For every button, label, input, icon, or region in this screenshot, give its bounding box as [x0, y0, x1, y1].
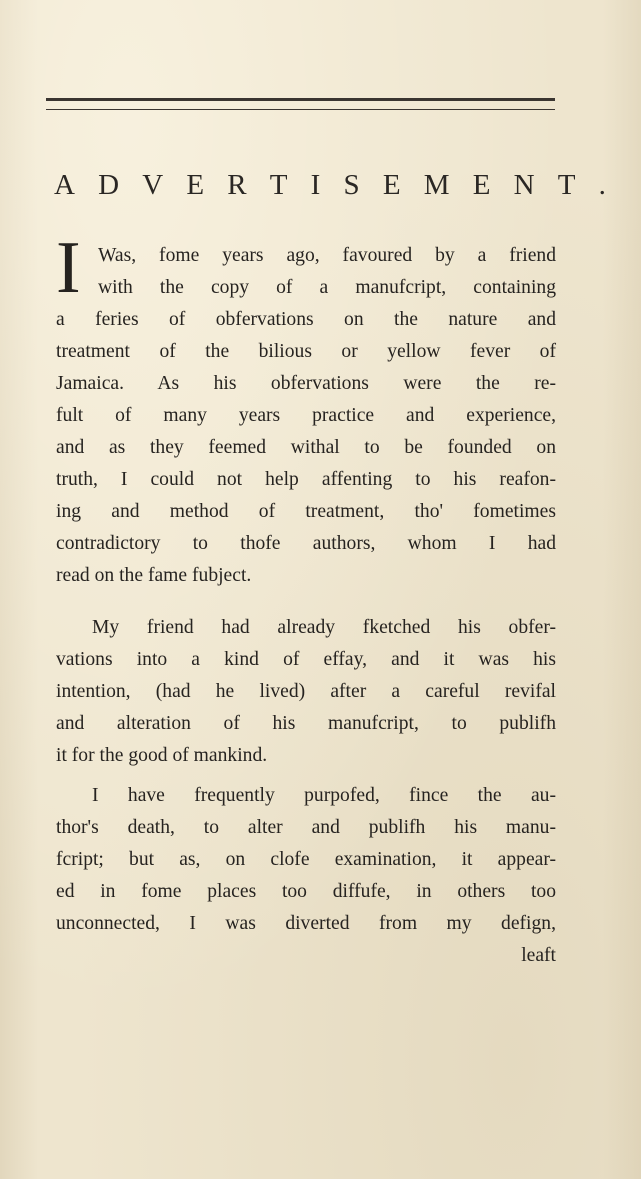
ornamental-rule-thick	[46, 98, 555, 101]
paragraph-line: intention, (had he lived) after a careful revifal	[56, 681, 556, 702]
paragraph-1	[56, 240, 556, 592]
paragraph-line: fult of many years practice and experience,	[56, 405, 556, 426]
paragraph-line: vations into a kind of effay, and it was his	[56, 649, 556, 670]
paragraph-line: with the copy of a manufcript, containing	[98, 277, 556, 298]
catchword: leaft	[521, 945, 556, 966]
paragraph-line: and as they feemed withal to be founded on	[56, 437, 556, 458]
paragraph-3	[56, 780, 556, 972]
paragraph-line: unconnected, I was diverted from my defign,	[56, 913, 556, 934]
paragraph-line: it for the good of mankind.	[56, 745, 268, 766]
paragraph-line: Was, fome years ago, favoured by a friend	[98, 245, 556, 266]
paragraph-line: ing and method of treatment, tho' fometimes	[56, 501, 556, 522]
paragraph-line: read on the fame fubject.	[56, 565, 252, 586]
paragraph-line: thor's death, to alter and publifh his manu-	[56, 817, 556, 838]
paragraph-line: and alteration of his manufcript, to publifh	[56, 713, 556, 734]
paragraph-line: contradictory to thofe authors, whom I had	[56, 533, 556, 554]
paragraph-line: treatment of the bilious or yellow fever of	[56, 341, 556, 362]
paragraph-line: a feries of obfervations on the nature and	[56, 309, 556, 330]
drop-cap: I	[56, 227, 81, 309]
paragraph-line: ed in fome places too diffufe, in others too	[56, 881, 556, 902]
paragraph-2	[56, 612, 556, 772]
paragraph-line: I have frequently purpofed, fince the au-	[92, 785, 556, 806]
paragraph-line: truth, I could not help affenting to his reafon-	[56, 469, 556, 490]
page-heading: A D V E R T I S E M E N T .	[54, 169, 606, 201]
paragraph-line: Jamaica. As his obfervations were the re-	[56, 373, 556, 394]
paragraph-line: fcript; but as, on clofe examination, it appear-	[56, 849, 556, 870]
ornamental-rule-thin	[46, 109, 555, 110]
paragraph-line: My friend had already fketched his obfer-	[92, 617, 556, 638]
